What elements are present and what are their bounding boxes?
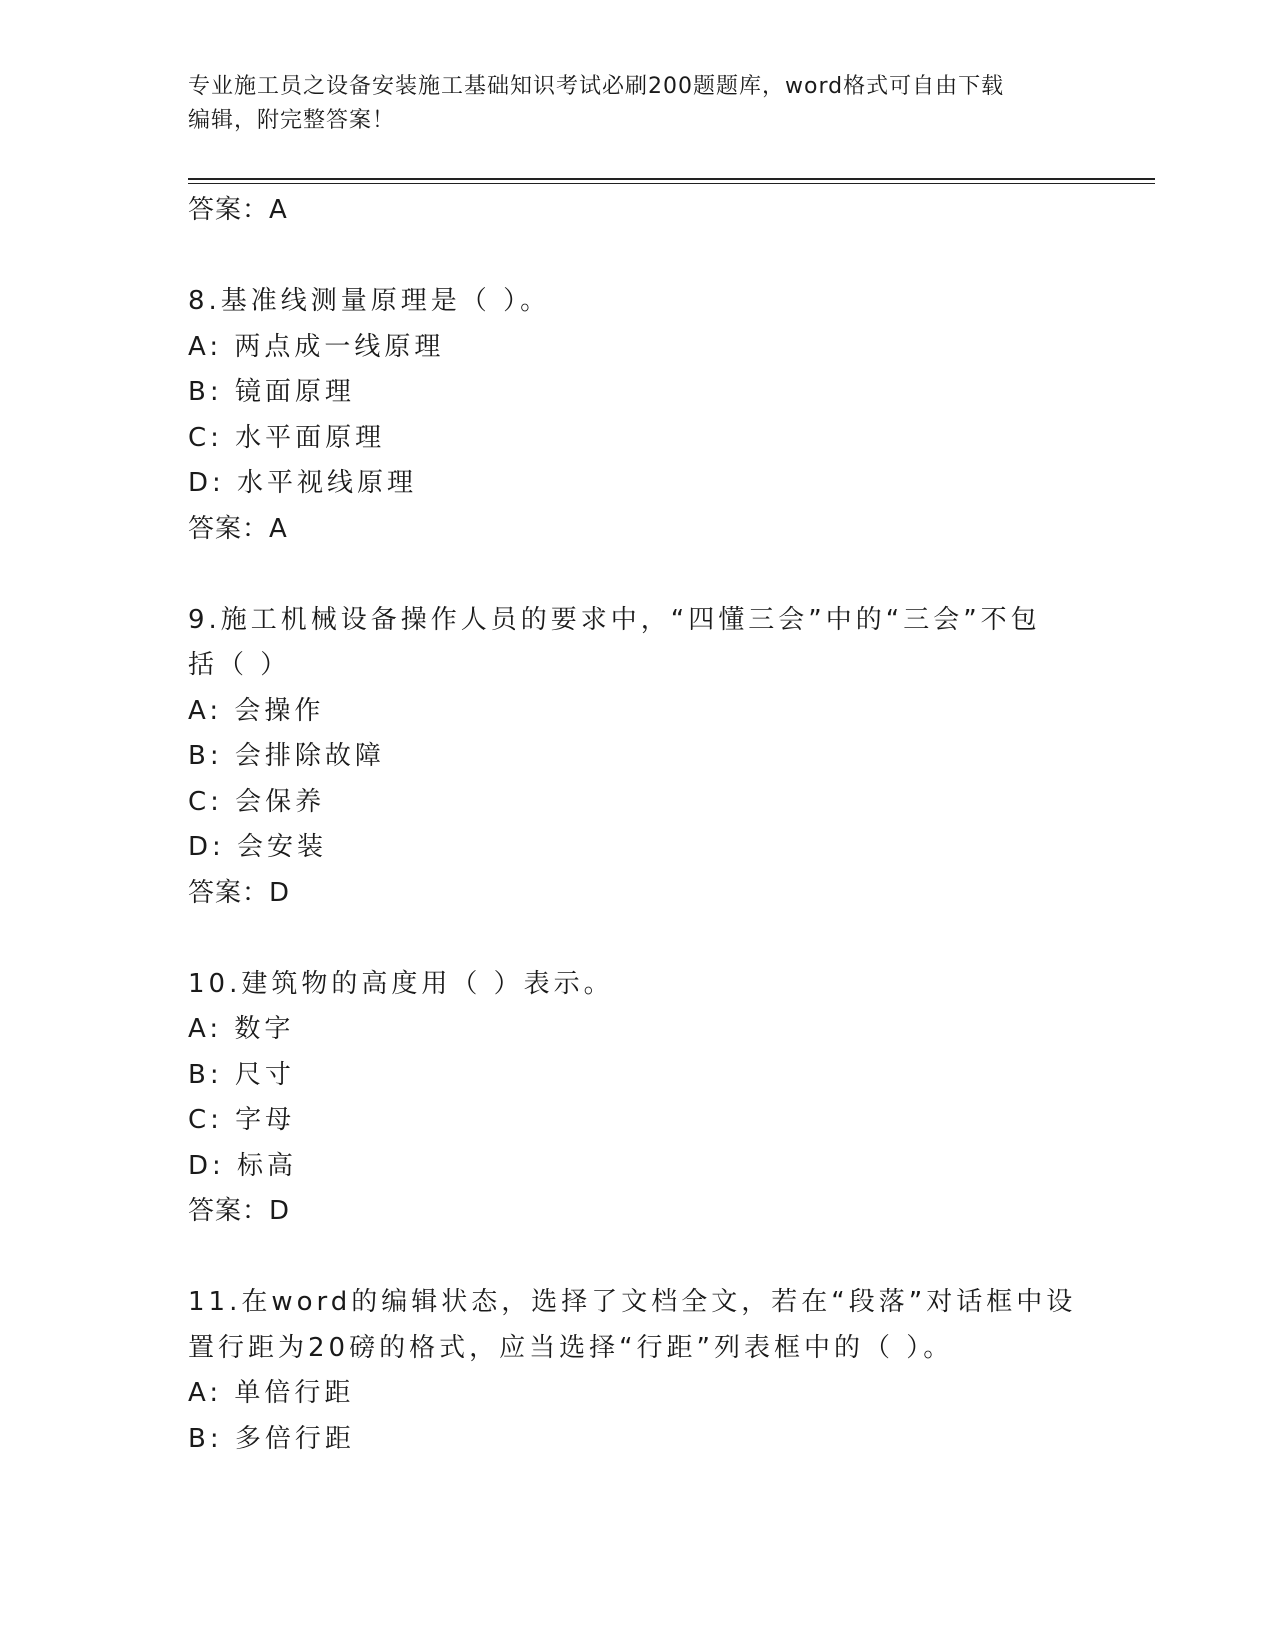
question-list [188,188,1088,1462]
question-9-option-d: D: 会安装 [188,832,328,862]
question-11-stem-line-2: 置行距为20磅的格式，应当选择“行距”列表框中的（ ）。 [188,1332,954,1363]
question-11-option-a: A: 单倍行距 [188,1378,355,1408]
question-8-option-b: B: 镜面原理 [188,377,355,407]
spacer [188,552,1088,598]
header-rule-thick [188,178,1155,180]
question-10-stem: 10.建筑物的高度用（ ）表示。 [188,968,614,999]
header-line-2: 编辑，附完整答案！ [188,108,396,133]
question-9-option-b: B: 会排除故障 [188,741,385,771]
spacer [188,1235,1088,1281]
question-10-option-b: B: 尺寸 [188,1059,295,1090]
spacer [188,916,1088,962]
spacer [188,234,1088,280]
question-11-stem-line-1: 11.在word的编辑状态，选择了文档全文，若在“段落”对话框中设 [188,1287,1077,1317]
question-8-stem: 8.基准线测量原理是（ ）。 [188,286,551,316]
question-8 [188,279,1088,552]
question-8-option-a: A: 两点成一线原理 [188,331,445,362]
question-9-option-c: C: 会保养 [188,786,326,817]
question-11 [188,1280,1088,1462]
question-8-option-d: D: 水平视线原理 [188,468,418,498]
header-rule-thin [188,183,1155,184]
question-9-option-a: A: 会操作 [188,695,325,726]
question-9-answer: 答案：D [188,877,291,908]
question-8-option-c: C: 水平面原理 [188,422,386,453]
question-10-answer: 答案：D [188,1196,291,1226]
document-header [188,70,1088,138]
question-10-option-c: C: 字母 [188,1105,296,1135]
question-10 [188,962,1088,1235]
question-9 [188,598,1088,917]
question-9-stem-line-2: 括（ ） [188,650,291,680]
header-line-1: 专业施工员之设备安装施工基础知识考试必刷200题题库，word格式可自由下载 [188,74,1005,99]
answer-previous: 答案：A [188,195,288,225]
question-10-option-a: A: 数字 [188,1014,295,1044]
question-8-answer: 答案：A [188,513,288,544]
question-9-stem-line-1: 9.施工机械设备操作人员的要求中，“四懂三会”中的“三会”不包 [188,604,1041,635]
question-11-option-b: B: 多倍行距 [188,1423,355,1454]
question-10-option-d: D: 标高 [188,1150,298,1181]
